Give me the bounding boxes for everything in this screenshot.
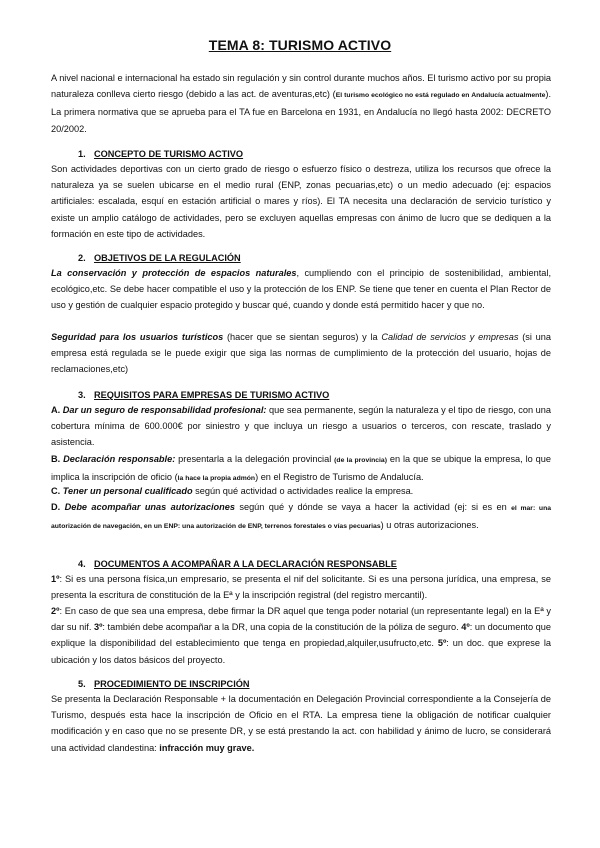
requirement-b	[51, 451, 551, 487]
requirement-c-title: Tener un personal cualificado	[62, 486, 193, 496]
document-item-1	[51, 571, 551, 603]
document-marker-2: 2º	[51, 606, 60, 616]
requirement-a-title: Dar un seguro de responsabilidad profesional:	[62, 405, 267, 415]
section-5-body: Se presenta la Declaración Responsable + la documentación en Delegación Provincial correspondiente a la Consejería de Turismo, después esta hace la inscripción de Oficio en el RTA. La empresa tiene la obligación de notificar cualquier modificación y en caso que no se presente DR, y se está prestando la act. con habilidad y ánimo de lucro, se considerará una actividad clandestina:	[51, 694, 551, 753]
section-5-bold: infracción muy grave.	[159, 742, 255, 753]
requirement-b-note-1: (de la provincia)	[334, 457, 387, 464]
section-1-number: 1.	[78, 149, 86, 159]
document-marker-3: 3º	[93, 622, 103, 633]
requirement-d-note: el mar: una autorización de navegación, en un ENP: una autorización de ENP, terrenos forestales o vías pecuarias	[51, 505, 552, 531]
requirement-a-text: que sea permanente, según la naturaleza y el tipo de riesgo, con una cobertura mínima de 600.000€ por siniestro y que incluya un riesgo a usuarios o terceros, con rescate, traslado y asistencia.	[51, 405, 551, 448]
requirement-d-title: Debe acompañar unas autorizaciones	[64, 502, 235, 512]
section-5-text	[51, 691, 551, 756]
section-5-title: PROCEDIMIENTO DE INSCRIPCIÓN	[94, 679, 250, 689]
requirement-b-letter: B.	[51, 454, 64, 464]
document-text-2: : En caso de que sea una empresa, debe firmar la DR aquel que tenga poder notarial (un representante legal) en la Eª y dar su nif.	[51, 606, 551, 633]
requirement-b-title: Declaración responsable:	[63, 454, 176, 464]
intro-text-1: A nivel nacional e internacional ha estado sin regulación y sin control durante muchos años. El turismo activo por su propia naturaleza conlleva cierto riesgo (debido a las act. de aventuras,etc) (	[51, 73, 551, 100]
document-text-5: : un doc. que exprese la ubicación y los datos básicos del proyecto.	[51, 638, 551, 665]
document-items-2-5	[51, 603, 551, 668]
intro-paragraph	[51, 70, 551, 137]
requirement-d	[51, 499, 551, 535]
section-1-title: CONCEPTO DE TURISMO ACTIVO	[94, 149, 244, 159]
requirement-b-text-3: ) en el Registro de Turismo de Andalucía.	[255, 472, 424, 483]
requirement-d-text-2: ) u otras autorizaciones.	[380, 520, 479, 531]
section-2-title: OBJETIVOS DE LA REGULACIÓN	[94, 253, 241, 263]
requirement-c-text: según qué actividad o actividades realice la empresa.	[192, 486, 414, 496]
document-marker-1: 1º	[51, 574, 60, 584]
intro-note: El turismo ecológico no está regulado en Andalucía actualmente	[335, 92, 546, 100]
section-2-number: 2.	[78, 253, 86, 263]
requirement-a	[51, 402, 551, 451]
document-text-4: : un documento que explique la disponibilidad del establecimiento que tenga en propiedad,alquiler,usufructo,etc.	[51, 622, 551, 649]
section-3-heading	[78, 388, 329, 402]
section-2-heading	[78, 251, 241, 265]
section-2-emphasis-3: Calidad de servicios y empresas	[381, 332, 519, 342]
section-2-text-1: , cumpliendo con el principio de sostenibilidad, ambiental, ecológico,etc. Se debe hacer compatible el uso y la protección de los ENP. Se tiene que tener en cuenta el Plan Rector de uso y gestión de cualquier espacio protegido y buscar qué, cuando y donde está permitido hacer y que no.	[51, 268, 552, 311]
section-5-number: 5.	[78, 679, 86, 689]
requirement-d-letter: D.	[51, 502, 65, 512]
section-2-emphasis-1: La conservación y protección de espacios naturales	[51, 268, 297, 278]
section-2-text-2: (hacer que se sientan seguros) y la	[223, 332, 382, 342]
intro-text-2: ). La primera normativa que se aprueba para el TA fue en Barcelona en 1931, en Andalucía no llegó hasta 2002: DECRETO 20/2002.	[51, 89, 552, 134]
document-marker-4: 4º	[461, 622, 470, 633]
section-4-title: DOCUMENTOS A ACOMPAÑAR A LA DECLARACIÓN RESPONSABLE	[94, 559, 397, 569]
section-3-title: REQUISITOS PARA EMPRESAS DE TURISMO ACTIVO	[94, 390, 330, 400]
requirement-b-text-1: presentarla a la delegación provincial	[175, 454, 335, 464]
section-3-number: 3.	[78, 390, 86, 400]
section-4-number: 4.	[78, 559, 86, 569]
requirement-a-letter: A.	[51, 405, 63, 415]
requirement-c-letter: C.	[51, 486, 63, 496]
document-text-3: : también debe acompañar a la DR, una copia de la constitución de la póliza de seguro.	[102, 622, 462, 633]
requirement-d-text-1: según qué y dónde se vaya a hacer la actividad (ej: si es en	[234, 502, 512, 512]
section-2-paragraph-1	[51, 265, 551, 314]
section-2-paragraph-2	[51, 329, 551, 378]
section-1-text: Son actividades deportivas con un cierto grado de riesgo o esfuerzo físico o destreza, utiliza los recursos que ofrece la naturaleza ya se suelen ubicarse en el medio rural (ENP, zonas pecuarias,etc) o un medio adecuado (ej: espacios artificiales: escalada, esquí en estación artificial o mares y ríos). El TA necesita una declaración de servicio turístico y existe un amplio catálogo de actividades, pero se excluyen aquellas empresas con ánimo de lucro que se dediquen a la formación en este tipo de actividades.	[51, 164, 551, 239]
section-1-heading	[78, 147, 243, 161]
section-2-emphasis-2: Seguridad para los usuarios turísticos	[51, 332, 224, 342]
requirement-b-note-2: la hace la propia admón	[177, 475, 256, 483]
requirement-c	[51, 483, 551, 499]
section-2-text-3: (si una empresa está regulada se le puede exigir que siga las normas de cumplimiento de la protección del usuario, hojas de reclamaciones,etc)	[51, 332, 551, 375]
section-5-heading	[78, 677, 250, 691]
page-title: TEMA 8: TURISMO ACTIVO	[208, 37, 392, 53]
document-marker-5: 5º	[437, 638, 447, 649]
document-text-1: : Si es una persona física,un empresario, se presenta el nif del solicitante. Si es una persona jurídica, una empresa, se presenta la escritura de constitución de la Eª y la inscripción registral (del registro mercantil).	[51, 574, 551, 601]
section-4-heading	[78, 557, 397, 571]
requirement-b-text-2: en la que se ubique la empresa, lo que implica la inscripción de oficio (	[51, 454, 552, 483]
